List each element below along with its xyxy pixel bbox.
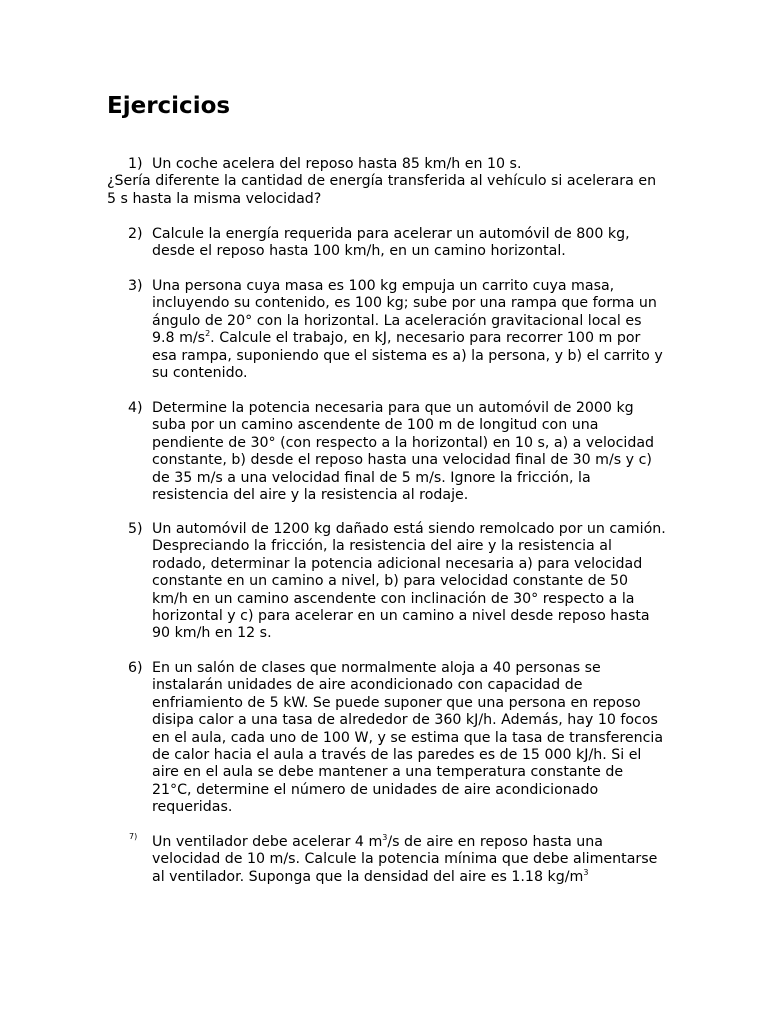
exercise-text-part: Un ventilador debe acelerar 4 m [152,834,383,850]
exercise-number: 3) [128,278,143,294]
superscript: 2 [205,329,211,339]
exercise-number: 7) [129,832,138,841]
exercise-continuation: ¿Sería diferente la cantidad de energía transferida al vehículo si acelerara en 5 s hasta la misma velocidad? [107,173,657,207]
exercise-number: 2) [128,226,143,242]
page-title: Ejercicios [107,93,231,119]
exercise-text-part: /s de aire en reposo hasta una velocidad de 10 m/s. Calcule la potencia mínima que debe alimentarse al ventilador. Suponga que la densidad del aire es 1.18 kg/m [152,834,658,885]
superscript: 3 [583,867,589,877]
exercise-number: 5) [128,521,143,537]
exercise-number: 1) [128,156,143,172]
exercise-4 [107,400,667,504]
exercise-text: Determine la potencia necesaria para que un automóvil de 2000 kg suba por un camino ascendente de 100 m de longitud con una pendiente de 30° (con respecto a la horizontal) en 10 s, a) a velocidad constante, b) desde el reposo hasta una velocidad final de 30 m/s y c) de 35 m/s a una velocidad final de 5 m/s. Ignore la fricción, la resistencia del aire y la resistencia al rodaje. [152,400,655,504]
exercise-text: Un coche acelera del reposo hasta 85 km/h en 10 s. [152,156,522,172]
exercise-6 [107,660,667,817]
exercise-text: En un salón de clases que normalmente aloja a 40 personas se instalarán unidades de aire acondicionado con capacidad de enfriamiento de 5 kW. Se puede suponer que una persona en reposo disipa calor a una tasa de alrededor de 360 kJ/h. Además, hay 10 focos en el aula, cada uno de 100 W, y se estima que la tasa de transferencia de calor hacia el aula a través de las paredes es de 15 000 kJ/h. Si el aire en el aula se debe mantener a una temperatura constante de 21°C, determine el número de unidades de aire acondicionado requeridas. [152,660,664,816]
exercise-text [152,834,667,886]
exercise-2 [107,226,667,261]
exercise-text [152,278,667,382]
exercise-text-part: . Calcule el trabajo, en kJ, necesario para recorrer 100 m por esa rampa, suponiendo que el sistema es a) la persona, y b) el carrito y su contenido. [152,330,663,382]
exercise-text: Calcule la energía requerida para acelerar un automóvil de 800 kg, desde el reposo hasta 100 km/h, en un camino horizontal. [152,226,630,260]
exercise-number: 4) [128,400,143,416]
exercise-7 [107,834,667,886]
exercise-text: Un automóvil de 1200 kg dañado está siendo remolcado por un camión. Despreciando la fricción, la resistencia del aire y la resistencia al rodado, determinar la potencia adicional necesaria a) para velocidad constante en un camino a nivel, b) para velocidad constante de 50 km/h en un camino ascendente con inclinación de 30° respecto a la horizontal y c) para acelerar en un camino a nivel desde reposo hasta 90 km/h en 12 s. [152,521,666,642]
exercise-number: 6) [128,660,143,676]
exercise-1 [107,156,667,208]
superscript: 3 [382,833,388,842]
exercise-5 [107,521,667,643]
exercise-3 [107,278,667,382]
exercise-text-part: Una persona cuya masa es 100 kg empuja un carrito cuya masa, incluyendo su contenido, es 100 kg; sube por una rampa que forma un ángulo de 20° con la horizontal. La aceleración gravitacional local es 9.8 m/s [152,278,657,347]
